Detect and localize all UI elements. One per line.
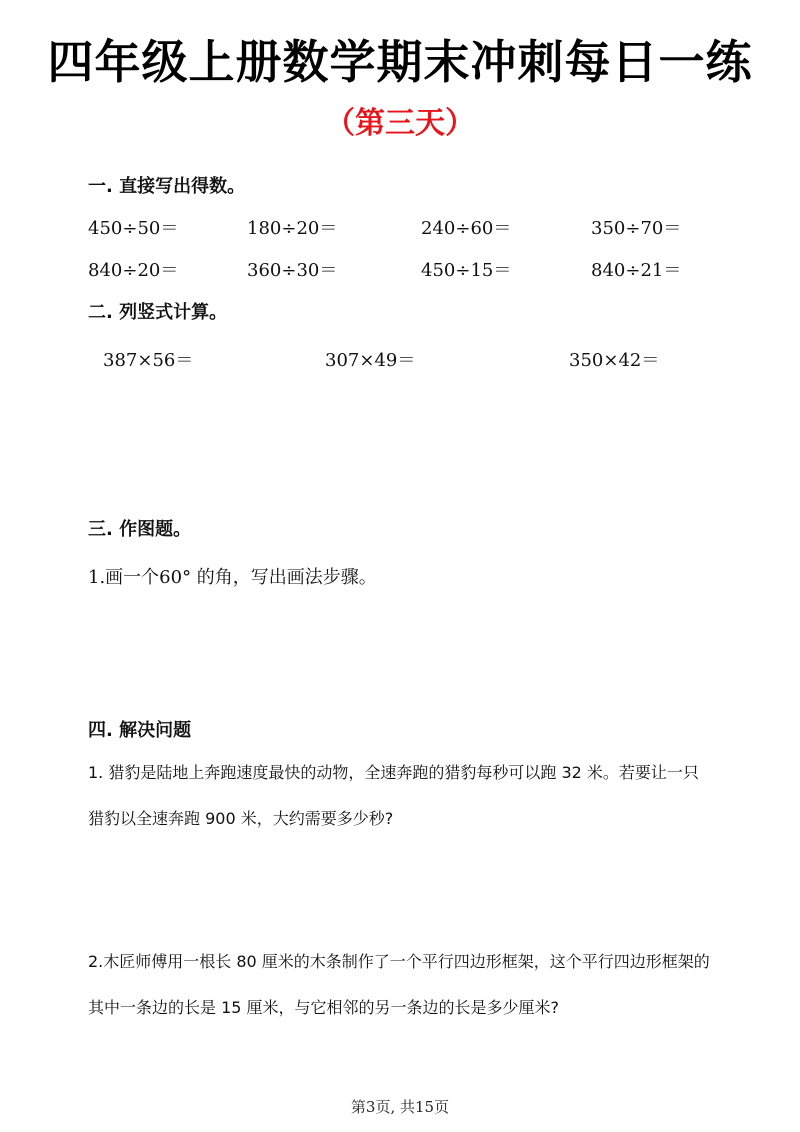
worksheet-subtitle: （第三天） xyxy=(325,106,475,141)
multiplication-problem: 387×56＝ xyxy=(103,350,194,371)
multiplication-problem: 307×49＝ xyxy=(325,350,416,371)
multiplication-problem: 350×42＝ xyxy=(569,350,660,371)
section-heading-mental-math: 一. 直接写出得数。 xyxy=(88,176,246,197)
word-problem-1-line-1: 1. 猎豹是陆地上奔跑速度最快的动物，全速奔跑的猎豹每秒可以跑 32 米。若要让一只 xyxy=(88,763,699,782)
worksheet-title: 四年级上册数学期末冲刺每日一练 xyxy=(47,35,753,89)
division-problem: 840÷20＝ xyxy=(88,260,179,281)
section-heading-drawing: 三. 作图题。 xyxy=(88,519,192,540)
division-problem: 360÷30＝ xyxy=(247,260,338,281)
word-problem-1-line-2: 猎豹以全速奔跑 900 米，大约需要多少秒? xyxy=(88,809,394,828)
division-problem: 240÷60＝ xyxy=(421,218,512,239)
section-heading-word-problems: 四. 解决问题 xyxy=(88,720,192,741)
section-heading-vertical-calc: 二. 列竖式计算。 xyxy=(88,302,228,323)
page-number: 第3页, 共15页 xyxy=(350,1098,450,1116)
word-problem-2-line-2: 其中一条边的长是 15 厘米，与它相邻的另一条边的长是多少厘米? xyxy=(88,998,560,1017)
division-problem: 180÷20＝ xyxy=(247,218,338,239)
division-problem: 450÷15＝ xyxy=(421,260,512,281)
word-problem-2-line-1: 2.木匠师傅用一根长 80 厘米的木条制作了一个平行四边形框架，这个平行四边形框架的 xyxy=(88,952,710,971)
division-problem: 450÷50＝ xyxy=(88,218,179,239)
division-problem: 350÷70＝ xyxy=(591,218,682,239)
drawing-question: 1.画一个60° 的角，写出画法步骤。 xyxy=(88,567,377,588)
division-problem: 840÷21＝ xyxy=(591,260,682,281)
